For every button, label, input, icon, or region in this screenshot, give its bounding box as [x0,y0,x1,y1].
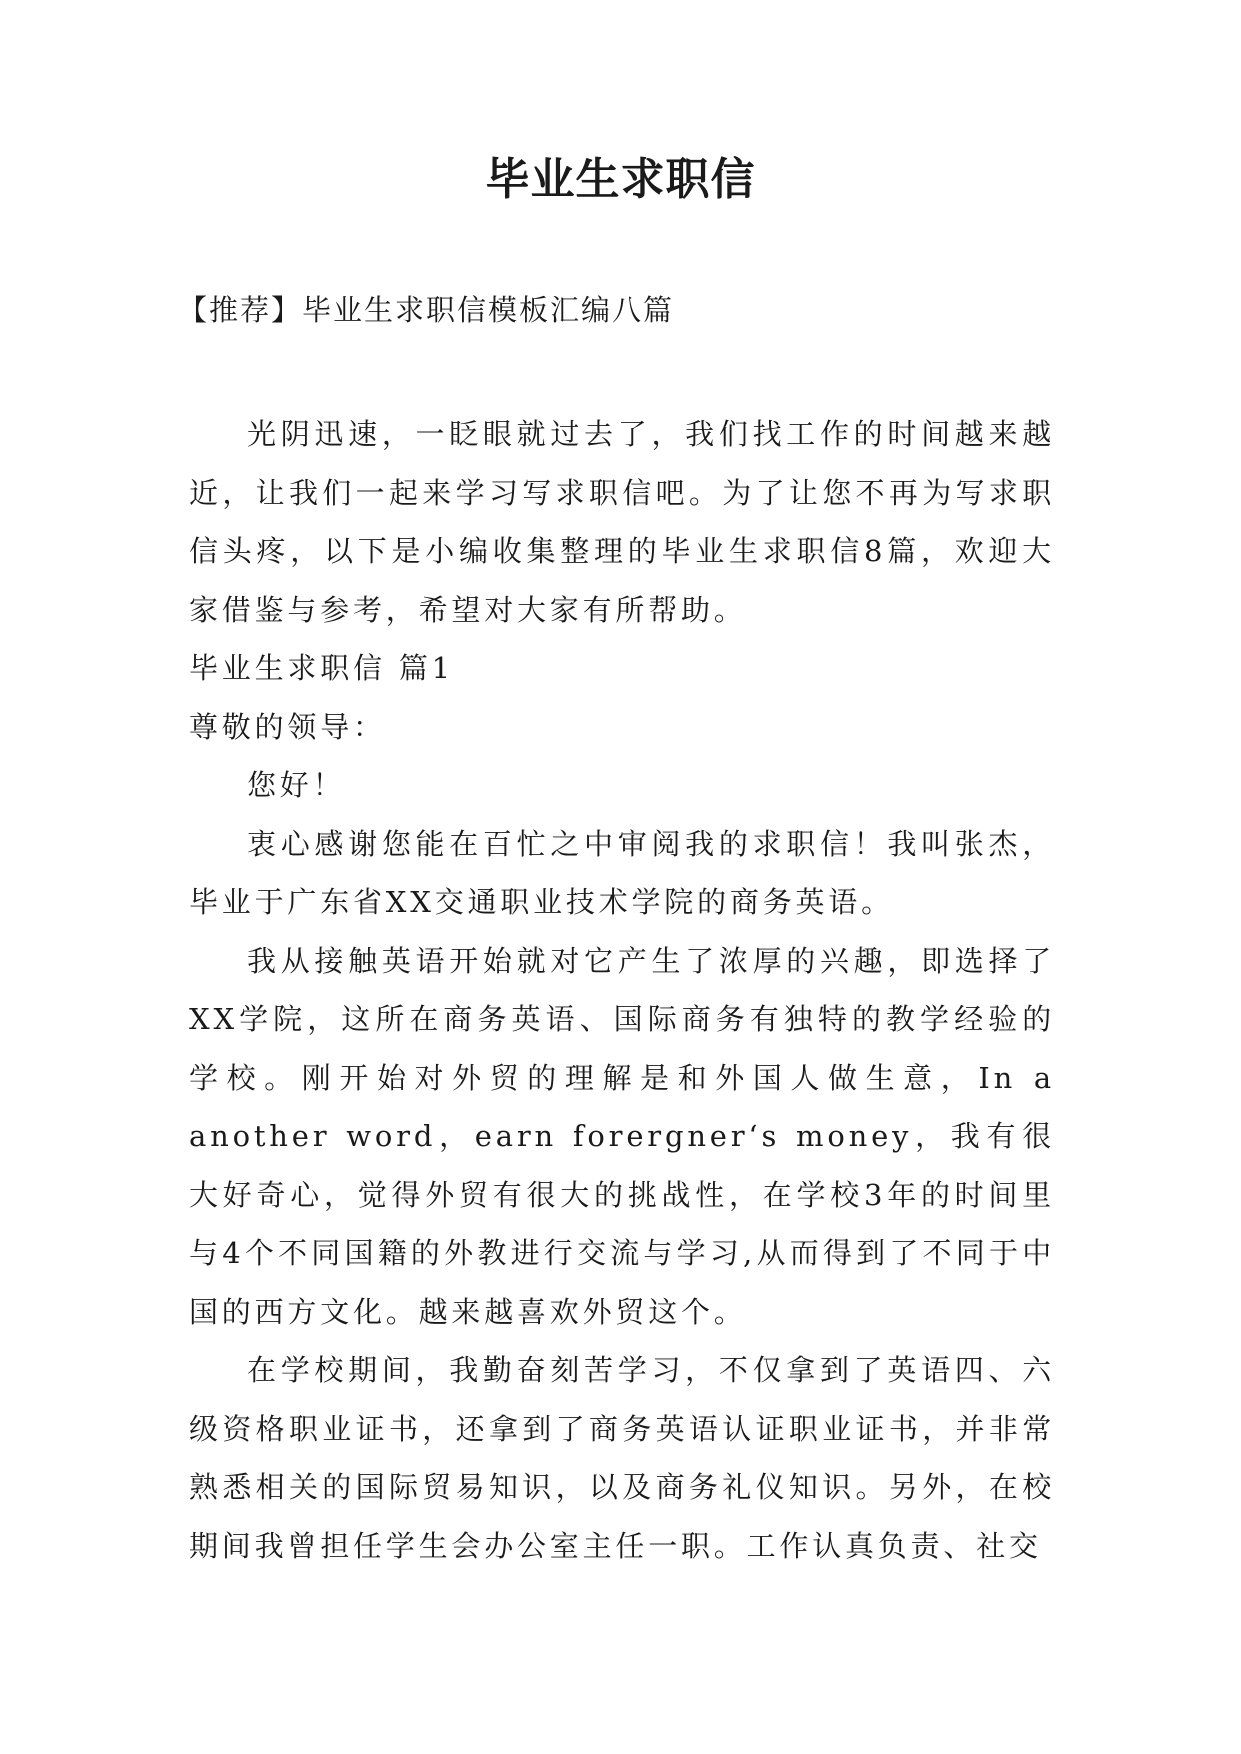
document-title: 毕业生求职信 [485,154,756,205]
body-paragraph: 我从接触英语开始就对它产生了浓厚的兴趣，即选择了XX学院，这所在商务英语、国际商务有独特的教学经验的学校。刚开始对外贸的理解是和外国人做生意，In a another word，earn forergner‘s money，我有很大好奇心，觉得外贸有很大的挑战性，在学校3年的时间里与4个不同国籍的外教进行交流与学习,从而得到了不同于中国的西方文化。越来越喜欢外贸这个。 [189,943,1055,1329]
body-paragraph: 衷心感谢您能在百忙之中审阅我的求职信！我叫张杰，毕业于广东省XX交通职业技术学院的商务英语。 [189,826,1055,919]
greeting: 您好！ [247,768,346,802]
intro-paragraph: 光阴迅速，一眨眼就过去了，我们找工作的时间越来越近，让我们一起来学习写求职信吧。为了让您不再为写求职信头疼，以下是小编收集整理的毕业生求职信8篇，欢迎大家借鉴与参考，希望对大家有所帮助。 [189,417,1055,627]
document-subtitle: 【推荐】毕业生求职信模板汇编八篇 [178,293,675,327]
body-paragraph: 在学校期间，我勤奋刻苦学习，不仅拿到了英语四、六级资格职业证书，还拿到了商务英语认证职业证书，并非常熟悉相关的国际贸易知识，以及商务礼仪知识。另外，在校期间我曾担任学生会办公室主任一职。工作认真负责、社交 [189,1353,1055,1563]
salutation: 尊敬的领导： [189,709,386,744]
document-body [189,405,1055,1575]
section-heading: 毕业生求职信 篇1 [189,651,454,685]
